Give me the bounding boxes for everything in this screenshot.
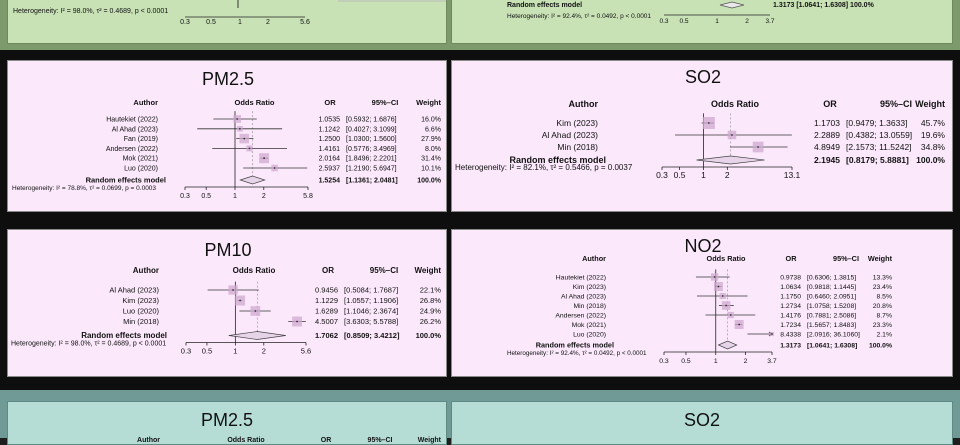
tick-label: 3.7 — [765, 18, 775, 25]
x-tick-label: 0.5 — [681, 358, 691, 365]
x-tick-label: 5.6 — [300, 346, 312, 356]
study-or: 0.9738 — [780, 274, 801, 282]
tick-label: 5.6 — [300, 19, 310, 26]
x-tick-label: 0.3 — [656, 170, 668, 180]
pooled-or: 2.1945 — [814, 154, 840, 165]
pooled-diamond — [240, 176, 264, 184]
study-point — [714, 276, 716, 278]
study-or: 8.4338 — [780, 331, 801, 339]
study-author: Kim (2023) — [556, 117, 598, 128]
study-point — [738, 324, 740, 326]
pooled-stats: 1.3173 [1.0641; 1.6308] 100.0% — [773, 2, 874, 9]
plot-title: PM2.5 — [201, 69, 255, 89]
heterogeneity-text: Heterogeneity: I² = 92.4%, τ² = 0.0492, p < 0.0001 — [507, 350, 647, 357]
pooled-label: Random effects model — [535, 340, 614, 350]
x-tick-label: 1 — [701, 170, 706, 180]
x-tick-label: 5.8 — [303, 193, 313, 200]
study-point — [236, 118, 238, 120]
header-author: Author — [568, 99, 598, 109]
study-or: 1.1242 — [318, 126, 340, 134]
pooled-or: 1.3173 — [780, 342, 801, 350]
header-or: OR — [320, 437, 332, 444]
header-ci: 95%–CI — [367, 437, 393, 444]
study-weight: 8.5% — [876, 293, 892, 301]
study-point — [771, 333, 773, 335]
study-author: Andersen (2022) — [555, 312, 606, 320]
study-author: Al Ahad (2023) — [111, 126, 158, 134]
study-point — [254, 310, 256, 312]
study-weight: 26.8% — [419, 296, 441, 306]
x-tick-label: 0.5 — [673, 170, 686, 180]
header-odds-ratio: Odds Ratio — [234, 98, 275, 107]
x-tick-label: 0.5 — [201, 346, 213, 356]
study-author: Luo (2020) — [124, 165, 158, 173]
study-weight: 31.4% — [421, 155, 441, 163]
study-weight: 6.6% — [425, 126, 441, 134]
bottom-right-partial-panel — [451, 401, 953, 445]
study-weight: 19.6% — [920, 129, 945, 140]
study-weight: 8.0% — [425, 145, 441, 153]
x-tick-label: 0.3 — [659, 358, 669, 365]
header-weight: Weight — [915, 99, 945, 109]
study-point — [243, 138, 245, 140]
header-author: Author — [582, 254, 606, 263]
study-ci: [2.1573; 11.5242] — [846, 141, 912, 152]
study-ci: [1.8496; 2.2201] — [346, 155, 397, 163]
study-or: 1.2500 — [318, 136, 340, 144]
bottom-left-partial-svg — [8, 402, 447, 445]
study-ci: [0.5084; 1.7687] — [344, 285, 399, 295]
tick-label: 0.5 — [206, 19, 216, 26]
study-or: 1.1703 — [814, 117, 840, 128]
x-tick-label: 2 — [261, 346, 266, 356]
study-weight: 23.3% — [872, 321, 892, 329]
study-or: 2.5937 — [318, 165, 340, 173]
x-tick-label: 0.3 — [180, 193, 190, 200]
study-ci: [1.5657; 1.8483] — [807, 321, 857, 329]
plot-title: PM10 — [204, 240, 252, 260]
study-ci: [1.0300; 1.5600] — [346, 136, 397, 144]
header-weight: Weight — [417, 437, 441, 444]
forest-panel-no2 — [451, 229, 953, 377]
study-author: Luo (2020) — [122, 306, 159, 316]
header-weight: Weight — [416, 98, 441, 107]
study-ci: [1.0557; 1.1906] — [344, 296, 399, 306]
x-tick-label: 1 — [233, 346, 238, 356]
top-left-partial-panel — [7, 0, 447, 44]
x-tick-label: 13.1 — [783, 170, 801, 180]
pooled-ci: [1.0641; 1.6308] — [807, 342, 858, 350]
pooled-label: Random effects model — [507, 2, 583, 9]
x-tick-label: 2 — [743, 358, 748, 365]
study-or: 0.9456 — [315, 285, 338, 295]
study-or: 1.4161 — [318, 145, 340, 153]
study-author: Min (2018) — [557, 141, 598, 152]
study-author: Mok (2021) — [571, 321, 606, 329]
header-weight: Weight — [867, 254, 892, 263]
study-weight: 34.8% — [920, 141, 945, 152]
study-point — [757, 146, 759, 148]
study-author: Al Ahad (2023) — [109, 285, 159, 295]
study-ci: [2.0916; 36.1060] — [807, 331, 860, 339]
tick-label: 1 — [715, 18, 719, 25]
tick-label: 2 — [745, 18, 749, 25]
study-author: Min (2018) — [573, 302, 606, 310]
heterogeneity-text: Heterogeneity: I² = 98.0%, τ² = 0.4689, p < 0.0001 — [11, 340, 167, 348]
study-or: 1.4176 — [780, 312, 801, 320]
study-or: 4.8949 — [814, 141, 840, 152]
study-point — [274, 167, 276, 169]
study-ci: [0.4027; 3.1099] — [346, 126, 397, 134]
pooled-ci: [1.1361; 2.0481] — [346, 177, 398, 185]
header-odds-ratio: Odds Ratio — [710, 99, 760, 109]
study-ci: [0.5776; 3.4969] — [346, 145, 397, 153]
heterogeneity-text: Heterogeneity: I² = 82.1%, τ² = 0.5466, p = 0.0037 — [455, 163, 633, 172]
heterogeneity-text: Heterogeneity: I² = 78.8%, τ² = 0.0699, p = 0.0003 — [12, 185, 157, 192]
study-author: Fan (2019) — [123, 136, 158, 144]
forest-plot-no2 — [452, 230, 953, 377]
study-weight: 22.1% — [419, 285, 441, 295]
tick-label: 0.5 — [679, 18, 689, 25]
study-weight: 24.9% — [419, 306, 441, 316]
study-weight: 10.1% — [421, 165, 441, 173]
header-or: OR — [324, 98, 336, 107]
tick-label: 1 — [238, 19, 242, 26]
study-weight: 13.3% — [872, 274, 892, 282]
pooled-diamond — [229, 332, 286, 340]
header-ci: 95%–CI — [371, 98, 399, 107]
study-ci: [0.5932; 1.6876] — [346, 116, 397, 124]
study-point — [731, 134, 733, 136]
study-or: 1.7234 — [780, 321, 801, 329]
x-tick-label: 0.3 — [180, 346, 192, 356]
top-right-partial-svg — [452, 0, 953, 44]
study-author: Kim (2023) — [572, 283, 606, 291]
study-or: 1.1229 — [315, 296, 338, 306]
pooled-weight: 100.0% — [916, 154, 945, 165]
top-right-partial-panel — [451, 0, 953, 44]
study-weight: 27.9% — [421, 136, 441, 144]
bottom-right-partial-svg — [452, 402, 953, 445]
x-tick-label: 2 — [261, 193, 266, 200]
study-ci: [0.6460; 2.0951] — [807, 293, 857, 301]
pooled-or: 1.7062 — [315, 331, 338, 341]
pooled-label: Random effects model — [81, 331, 167, 341]
pooled-weight: 100.0% — [417, 177, 441, 185]
header-or: OR — [322, 266, 334, 275]
bottom-left-partial-panel — [7, 401, 447, 445]
study-ci: [1.0758; 1.5208] — [807, 302, 857, 310]
header-ci: 95%–CI — [833, 254, 859, 263]
study-author: Kim (2023) — [122, 296, 159, 306]
study-point — [263, 157, 265, 159]
study-point — [296, 321, 298, 323]
study-point — [239, 300, 241, 302]
study-author: Al Ahad (2023) — [541, 129, 598, 140]
study-weight: 26.2% — [419, 317, 441, 327]
forest-panel-pm10 — [7, 229, 447, 377]
pooled-or: 1.5254 — [318, 177, 340, 185]
header-author: Author — [132, 266, 159, 275]
tick-label: 0.3 — [180, 19, 190, 26]
header-ci: 95%–CI — [369, 266, 399, 275]
study-author: Hautekiet (2022) — [555, 274, 606, 282]
study-or: 1.1750 — [780, 293, 801, 301]
x-tick-label: 0.5 — [201, 193, 212, 200]
study-ci: [3.6303; 5.5788] — [344, 317, 399, 327]
header-odds-ratio: Odds Ratio — [706, 254, 746, 263]
study-weight: 8.7% — [876, 312, 892, 320]
pooled-ci: [0.8179; 5.8881] — [846, 154, 909, 165]
study-author: Mok (2021) — [122, 155, 158, 163]
header-weight: Weight — [414, 266, 441, 275]
study-point — [730, 314, 732, 316]
study-or: 1.6289 — [315, 306, 338, 316]
partial-title: PM2.5 — [200, 410, 254, 430]
forest-panel-pm25 — [7, 60, 447, 212]
study-point — [722, 295, 724, 297]
study-weight: 23.4% — [872, 283, 892, 291]
pooled-weight: 100.0% — [868, 342, 892, 350]
forest-plot-so2 — [452, 61, 953, 212]
x-tick-label: 1 — [713, 358, 718, 365]
study-ci: [0.7881; 2.5086] — [807, 312, 857, 320]
header-author: Author — [137, 437, 160, 444]
pooled-ci: [0.8509; 3.4212] — [344, 331, 400, 341]
x-tick-label: 2 — [724, 170, 730, 180]
study-point — [708, 122, 710, 124]
pooled-label: Random effects model — [509, 154, 606, 165]
study-author: Andersen (2022) — [105, 145, 158, 153]
x-tick-label: 3.7 — [767, 358, 777, 365]
forest-plot-pm25 — [8, 61, 447, 212]
study-author: Luo (2020) — [573, 331, 606, 339]
x-tick-label: 1 — [233, 193, 237, 200]
study-or: 2.0164 — [318, 155, 340, 163]
study-point — [232, 289, 234, 291]
top-left-heterogeneity: Heterogeneity: I² = 98.0%, τ² = 0.4689, p < 0.0001 — [13, 8, 169, 15]
forest-panel-so2 — [451, 60, 953, 212]
study-point — [717, 286, 719, 288]
study-author: Al Ahad (2023) — [561, 293, 606, 301]
study-weight: 2.1% — [876, 331, 892, 339]
study-ci: [1.2190; 5.6947] — [346, 165, 397, 173]
header-author: Author — [133, 98, 158, 107]
tick-label: 0.3 — [659, 18, 669, 25]
study-point — [239, 128, 241, 130]
header-ci: 95%–CI — [879, 99, 913, 109]
study-ci: [1.1046; 2.3674] — [344, 306, 399, 316]
pooled-label: Random effects model — [85, 175, 166, 185]
pooled-weight: 100.0% — [415, 331, 441, 341]
study-point — [725, 305, 727, 307]
study-or: 1.0535 — [318, 116, 340, 124]
pooled-diamond — [697, 156, 765, 164]
header-odds-ratio: Odds Ratio — [227, 437, 265, 444]
study-weight: 45.7% — [920, 117, 945, 128]
top-left-partial-svg — [8, 0, 447, 44]
header-or: OR — [823, 99, 837, 109]
pooled-diamond — [720, 2, 744, 8]
plot-title: NO2 — [684, 236, 722, 256]
pooled-diamond — [718, 341, 736, 349]
study-or: 2.2889 — [814, 129, 840, 140]
plot-title: SO2 — [684, 67, 722, 87]
header-odds-ratio: Odds Ratio — [232, 266, 276, 275]
study-ci: [0.9479; 1.3633] — [846, 117, 908, 128]
study-weight: 20.8% — [872, 302, 892, 310]
partial-title: SO2 — [683, 410, 721, 430]
forest-plot-pm10 — [8, 230, 447, 377]
study-point — [249, 148, 251, 150]
study-or: 4.5007 — [315, 317, 338, 327]
study-author: Hautekiet (2022) — [106, 116, 158, 124]
study-or: 1.0634 — [780, 283, 801, 291]
tick-label: 2 — [266, 19, 270, 26]
study-ci: [0.9818; 1.1445] — [807, 283, 857, 291]
study-author: Min (2018) — [123, 317, 159, 327]
study-weight: 16.0% — [421, 116, 441, 124]
study-or: 1.2734 — [780, 302, 801, 310]
header-or: OR — [785, 254, 797, 263]
study-ci: [0.4382; 13.0559] — [846, 129, 913, 140]
top-right-heterogeneity: Heterogeneity: I² = 92.4%, τ² = 0.0492, p < 0.0001 — [507, 13, 652, 20]
study-ci: [0.6306; 1.3815] — [807, 274, 857, 282]
